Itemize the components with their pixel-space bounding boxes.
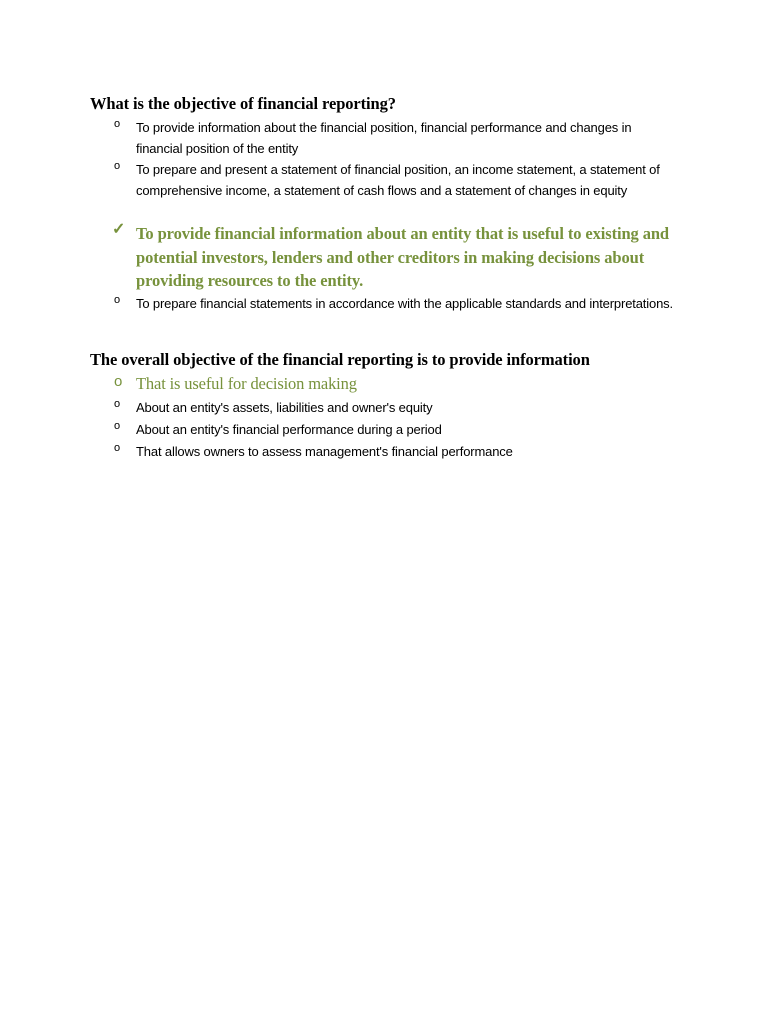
- option-text: About an entity's assets, liabilities and owner's equity: [136, 400, 433, 415]
- bullet-o-icon: o: [114, 160, 121, 172]
- bullet-o-icon: o: [114, 294, 121, 306]
- option-text-correct: That is useful for decision making: [136, 374, 357, 393]
- option-text: About an entity's financial performance during a period: [136, 422, 442, 437]
- bullet-o-icon: o: [114, 118, 121, 130]
- bullet-o-icon: o: [114, 420, 121, 432]
- question-2-heading: The overall objective of the financial reporting is to provide information: [90, 350, 590, 369]
- question-1-heading: What is the objective of financial reporting?: [90, 94, 396, 113]
- option-text: To prepare and present a statement of financial position, an income statement, a statement of comprehensive income, a statement of cash flows and a statement of changes in equity: [136, 162, 660, 198]
- bullet-o-icon: o: [114, 398, 121, 410]
- option-text-correct: To provide financial information about an entity that is useful to existing and potential investors, lenders and other creditors in making decisions about providing resources to the entity.: [136, 224, 670, 290]
- checkmark-icon: ✓: [112, 221, 126, 238]
- bullet-o-icon: o: [114, 442, 121, 454]
- option-text: To prepare financial statements in accordance with the applicable standards and interpretations.: [136, 296, 673, 311]
- option-text: That allows owners to assess management's financial performance: [136, 444, 513, 459]
- bullet-o-icon: o: [114, 373, 123, 390]
- option-text: To provide information about the financial position, financial performance and changes in financial position of the entity: [136, 120, 632, 156]
